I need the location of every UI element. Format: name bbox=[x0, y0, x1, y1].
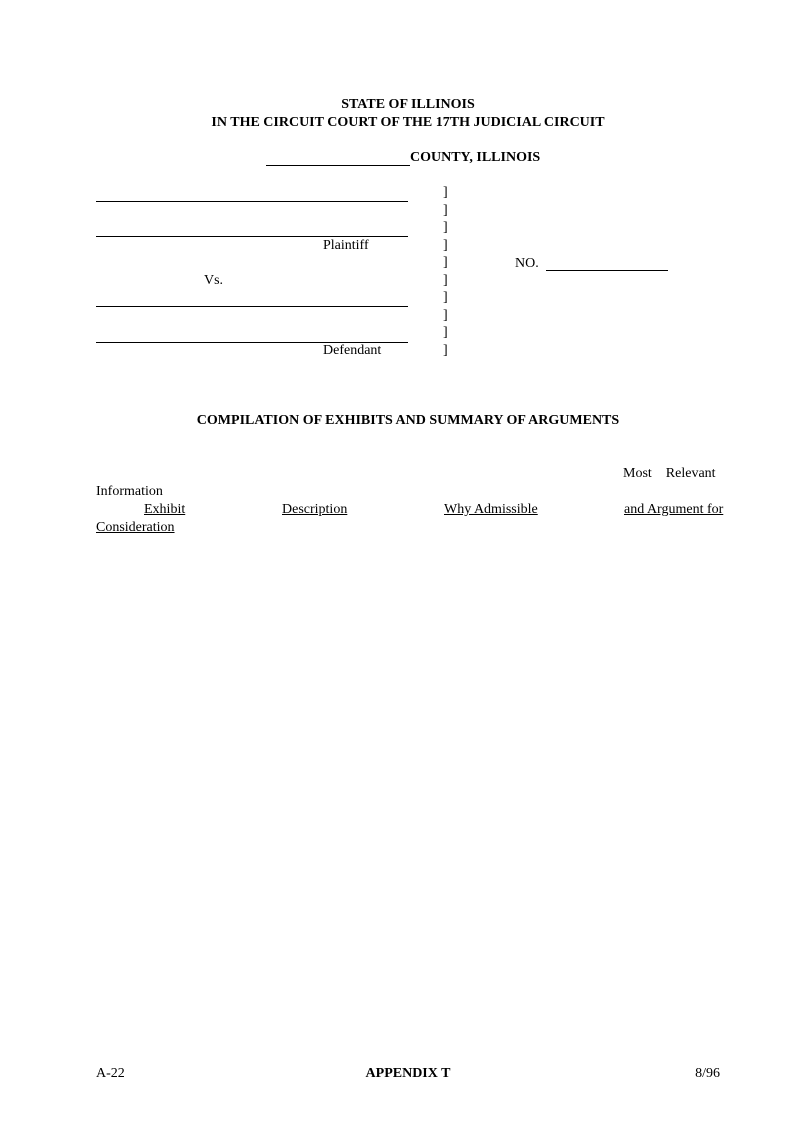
footer-appendix: APPENDIX T bbox=[365, 1066, 451, 1081]
plaintiff-label: Plaintiff bbox=[323, 238, 369, 253]
caption-bracket: ] bbox=[443, 308, 448, 323]
column-why-admissible: Why Admissible bbox=[444, 502, 538, 517]
column-most-relevant: Most Relevant bbox=[623, 466, 716, 481]
plaintiff-line-2 bbox=[96, 236, 408, 237]
court-heading: IN THE CIRCUIT COURT OF THE 17TH JUDICIAL CIRCUIT bbox=[211, 115, 605, 130]
case-number-blank bbox=[546, 270, 668, 271]
column-information: Information bbox=[96, 484, 163, 499]
caption-bracket: ] bbox=[443, 325, 448, 340]
plaintiff-line-1 bbox=[96, 201, 408, 202]
case-number-label: NO. bbox=[515, 256, 539, 271]
defendant-label: Defendant bbox=[323, 343, 382, 358]
county-label: COUNTY, ILLINOIS bbox=[410, 150, 541, 165]
footer-date: 8/96 bbox=[695, 1066, 720, 1081]
footer-page-number: A-22 bbox=[96, 1066, 125, 1081]
column-consideration: Consideration bbox=[96, 520, 175, 535]
caption-bracket: ] bbox=[443, 220, 448, 235]
column-argument-for: and Argument for bbox=[624, 502, 724, 517]
column-description: Description bbox=[282, 502, 348, 517]
state-heading: STATE OF ILLINOIS bbox=[341, 97, 475, 112]
caption-bracket: ] bbox=[443, 255, 448, 270]
caption-bracket: ] bbox=[443, 185, 448, 200]
caption-bracket: ] bbox=[443, 203, 448, 218]
document-title: COMPILATION OF EXHIBITS AND SUMMARY OF ARGUMENTS bbox=[196, 413, 620, 428]
defendant-line-1 bbox=[96, 306, 408, 307]
versus-label: Vs. bbox=[204, 273, 224, 288]
column-exhibit: Exhibit bbox=[144, 502, 186, 517]
caption-bracket: ] bbox=[443, 238, 448, 253]
caption-bracket: ] bbox=[443, 343, 448, 358]
caption-bracket: ] bbox=[443, 290, 448, 305]
caption-bracket: ] bbox=[443, 273, 448, 288]
county-blank-line bbox=[266, 165, 410, 166]
